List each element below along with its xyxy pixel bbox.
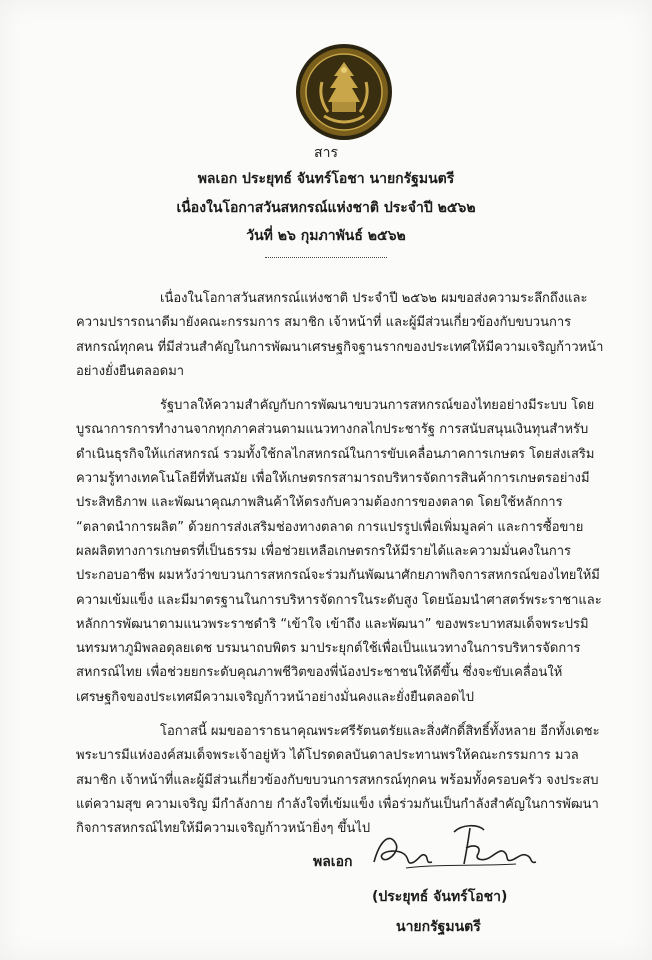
dotted-divider: [265, 257, 387, 258]
signatory-position: นายกรัฐมนตรี: [396, 919, 481, 935]
message-label: สาร: [314, 145, 338, 161]
date-line: วันที่ ๒๖ กุมภาพันธ์ ๒๕๖๒: [246, 228, 406, 244]
paragraph-greeting: เนื่องในโอกาสวันสหกรณ์แห่งชาติ ประจำปี ๒๕๖๒ ผมขอส่งความระลึกถึงและความปรารถนาดีมายังคณะกรรมการ สมาชิก เจ้าหน้าที่ และผู้มีส่วนเกี่ยวข้องกับขบวนการสหกรณ์ทุกคน ที่มีส่วนสำคัญในการพัฒนาเศรษฐกิจฐานรากของประเทศให้มีความเจริญก้าวหน้าอย่างยั่งยืนตลอดมา: [76, 291, 604, 379]
occasion-line: เนื่องในโอกาสวันสหกรณ์แห่งชาติ ประจำปี ๒๕๖๒: [176, 200, 476, 216]
paragraph-policy: รัฐบาลให้ความสำคัญกับการพัฒนาขบวนการสหกรณ์ของไทยอย่างมีระบบ โดยบูรณาการการทำงานจากทุกภาคส่วนตามแนวทางกลไกประชารัฐ การสนับสนุนเงินทุนสำหรับดำเนินธุรกิจให้แก่สหกรณ์ รวมทั้งใช้กลไกสหกรณ์ในการขับเคลื่อนภาคการเกษตร โดยส่งเสริมความรู้ทางเทคโนโลยีที่ทันสมัย เพื่อให้เกษตรกรสามารถบริหารจัดการสินค้าการเกษตรอย่างมีประสิทธิภาพ และพัฒนาคุณภาพสินค้าให้ตรงกับความต้องการของตลาด โดยใช้หลักการ “ตลาดนำการผลิต” ด้วยการส่งเสริมช่องทางตลาด การแปรรูปเพื่อเพิ่มมูลค่า และการซื้อขายผลผลิตทางการเกษตรที่เป็นธรรม เพื่อช่วยเหลือเกษตรกรให้มีรายได้และความมั่นคงในการประกอบอาชีพ ผมหวังว่าขบวนการสหกรณ์จะร่วมกันพัฒนาศักยภาพกิจการสหกรณ์ของไทยให้มีความเข้มแข็ง และมีมาตรฐานในการบริหารจัดการในระดับสูง โดยน้อมนำศาสตร์พระราชาและหลักการพัฒนาตามแนวพระราชดำริ “เข้าใจ เข้าถึง และพัฒนา” ของพระบาทสมเด็จพระปรมินทรมหาภูมิพลอดุลยเดช บรมนาถบพิตร มาประยุกต์ใช้เพื่อเป็นแนวทางในการบริหารจัดการสหกรณ์ไทย เพื่อช่วยยกระดับคุณภาพชีวิตของพี่น้องประชาชนให้ดีขึ้น ซึ่งจะขับเคลื่อนให้เศรษฐกิจของประเทศมีความเจริญก้าวหน้าอย่างมั่นคงและยั่งยืนตลอดไป: [76, 398, 602, 705]
signature-block: [300, 818, 600, 948]
government-seal-icon: [294, 42, 394, 142]
handwritten-signature: [366, 818, 546, 882]
letter-body: [76, 287, 604, 852]
signatory-name: (ประยุทธ์ จันทร์โอชา): [372, 889, 508, 905]
signatory-rank: พลเอก: [313, 854, 353, 870]
paragraph-blessing: โอกาสนี้ ผมขออาราธนาคุณพระศรีรัตนตรัยและสิ่งศักดิ์สิทธิ์ทั้งหลาย อีกทั้งเดชะพระบารมีแห่งองค์สมเด็จพระเจ้าอยู่หัว ได้โปรดดลบันดาลประทานพรให้คณะกรรมการ มวลสมาชิก เจ้าหน้าที่และผู้มีส่วนเกี่ยวข้องกับขบวนการสหกรณ์ทุกคน พร้อมทั้งครอบครัว จงประสบแต่ความสุข ความเจริญ มีกำลังกาย กำลังใจที่เข้มแข็ง เพื่อร่วมกันเป็นกำลังสำคัญในการพัฒนากิจการสหกรณ์ไทยให้มีความเจริญก้าวหน้ายิ่งๆ ขึ้นไป: [76, 724, 600, 837]
author-line: พลเอก ประยุทธ์ จันทร์โอชา นายกรัฐมนตรี: [197, 171, 455, 187]
